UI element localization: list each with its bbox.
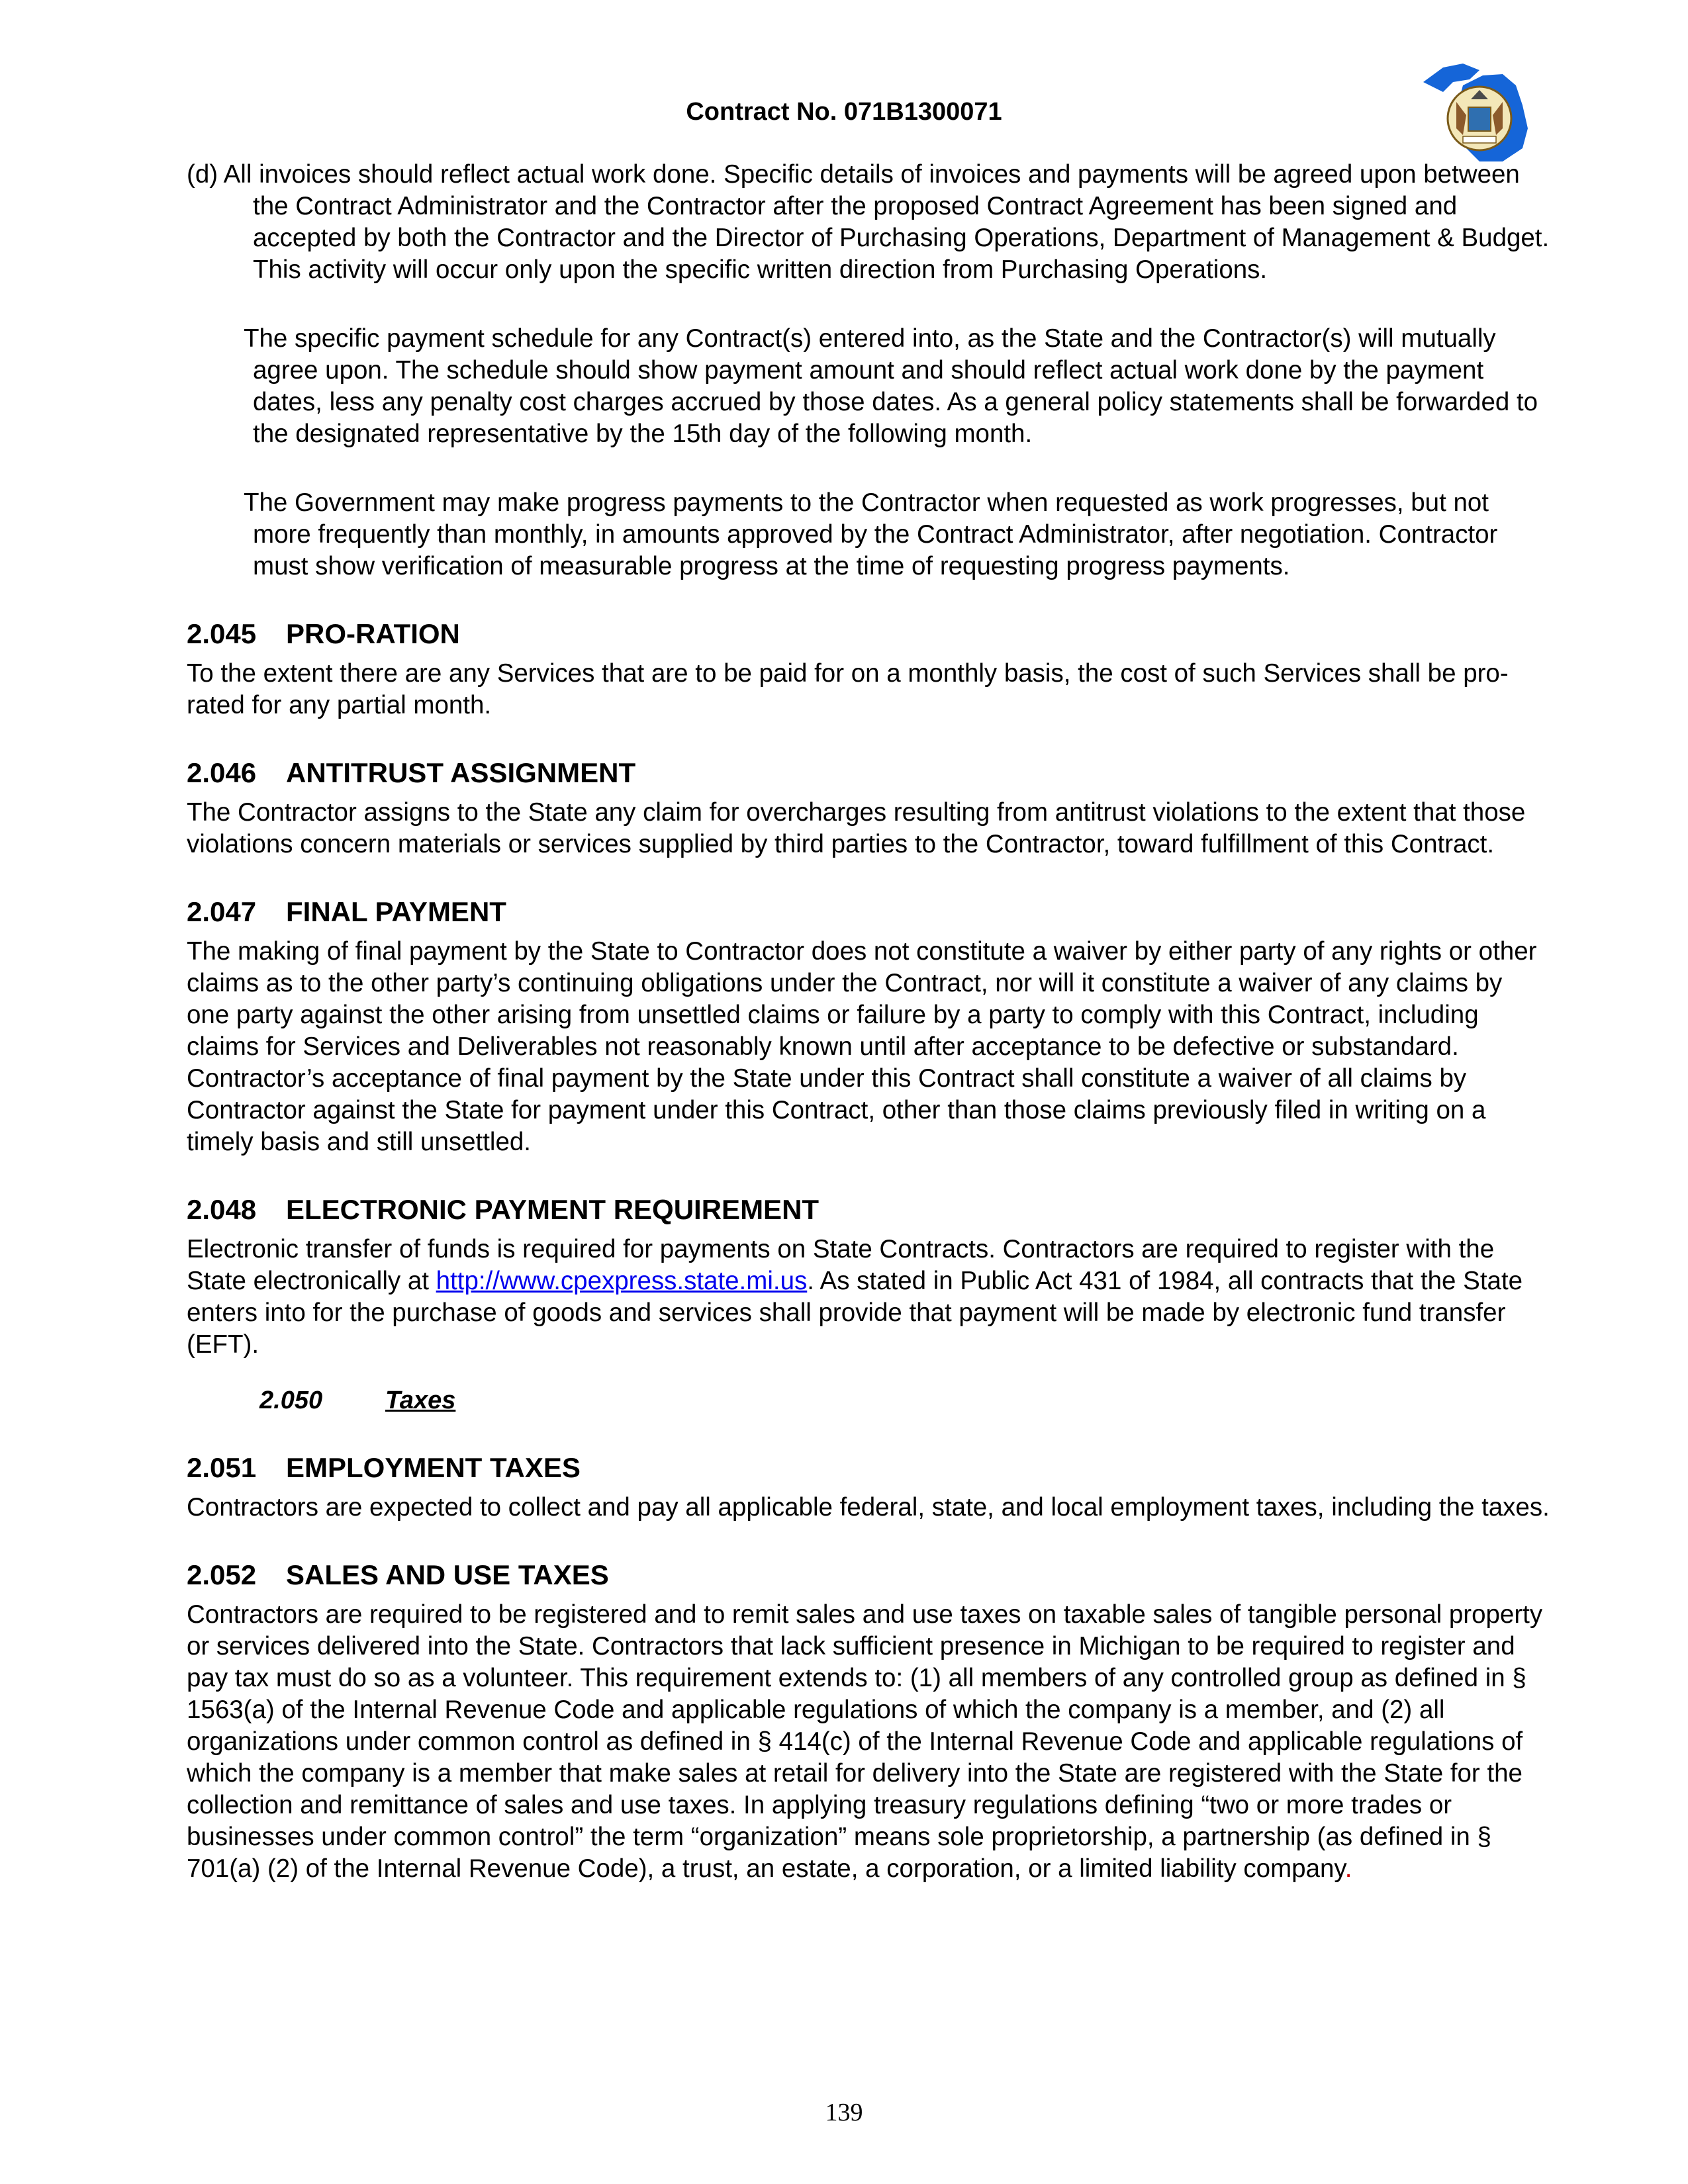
invoice-paragraph: (d) All invoices should reflect actual work done. Specific details of invoices and payments will be agreed upon between the Contract Administrator and the Contractor after the proposed Contract Agreement has been signed and accepted by both the Contractor and the Director of Purchasing Operations, Department of Management & Budget. This activity will occur only upon the specific written direction from Purchasing Operations.: [187, 160, 1550, 284]
subsection-number: 2.050: [259, 1387, 323, 1414]
section-number: 2.051: [187, 1452, 257, 1483]
section-heading-2048: [187, 1193, 1550, 1227]
section-title: SALES AND USE TAXES: [286, 1559, 609, 1590]
section-title: ELECTRONIC PAYMENT REQUIREMENT: [286, 1194, 820, 1225]
section-title: ANTITRUST ASSIGNMENT: [286, 757, 636, 788]
section-body-text: Contractors are required to be registered and to remit sales and use taxes on taxable sales of tangible personal property or services delivered into the State. Contractors that lack sufficient presence in Michigan to be required to register and pay tax must do so as a volunteer. This requirement extends to: (1) all members of any controlled group as defined in § 1563(a) of the Internal Revenue Code and applicable regulations of which the company is a member, and (2) all organizations under common control as defined in § 414(c) of the Internal Revenue Code and applicable regulations of which the company is a member that make sales at retail for delivery into the State are registered with the State for the collection and remittance of sales and use taxes. In applying treasury regulations defining “two or more trades or businesses under common control” the term “organization” means sole proprietorship, a partnership (as defined in § 701(a) (2) of the Internal Revenue Code), a trust, an estate, a corporation, or a limited liability company: [187, 1600, 1543, 1883]
section-heading-2046: [187, 756, 1550, 790]
body-text-before-link: Electronic transfer of funds is required for payments on State Contracts. Contractors are required to register with the State electronically at: [187, 1235, 1495, 1295]
subsection-title: Taxes: [385, 1387, 456, 1414]
cpexpress-link[interactable]: http://www.cpexpress.state.mi.us: [436, 1267, 808, 1295]
section-number: 2.048: [187, 1194, 257, 1225]
end-mark: .: [1344, 1854, 1352, 1883]
section-body-2047: The making of final payment by the State to Contractor does not constitute a waiver by either party of any rights or other claims as to the other party’s continuing obligations under the Contract, nor will it constitute a waiver of any claims by one party against the other arising from unsettled claims or failure by a party to comply with this Contract, including claims for Services and Deliverables not reasonably known until after acceptance to be defective or substandard. Contractor’s acceptance of final payment by the State under this Contract shall constitute a waiver of all claims by Contractor against the State for payment under this Contract, other than those claims previously filed in writing on a timely basis and still unsettled.: [187, 937, 1537, 1156]
body-text-after-link: . As stated in Public Act 431 of 1984, all contracts that the State enters into for the purchase of goods and services shall provide that payment will be made by electronic fund transfer (EFT).: [187, 1267, 1523, 1359]
section-heading-2047: [187, 895, 1550, 929]
section-body-2045: To the extent there are any Services that are to be paid for on a monthly basis, the cost of such Services shall be pro-rated for any partial month.: [187, 659, 1509, 719]
section-number: 2.046: [187, 757, 257, 788]
payment-schedule-paragraph: The specific payment schedule for any Contract(s) entered into, as the State and the Contractor(s) will mutually agree upon. The schedule should show payment amount and should reflect actual work done by the payment dates, less any penalty cost charges accrued by those dates. As a general policy statements shall be forwarded to the designated representative by the 15th day of the following month.: [244, 324, 1538, 448]
section-number: 2.047: [187, 896, 257, 927]
page-number: 139: [825, 2099, 863, 2126]
section-title: PRO-RATION: [286, 618, 460, 649]
section-number: 2.052: [187, 1559, 257, 1590]
subsection-heading-2050: [259, 1385, 1550, 1416]
contract-number-title: Contract No. 071B1300071: [686, 98, 1002, 126]
progress-payments-paragraph: The Government may make progress payments to the Contractor when requested as work progresses, but not more frequently than monthly, in amounts approved by the Contract Administrator, after negotiation. Contractor must show verification of measurable progress at the time of requesting progress payments.: [244, 488, 1498, 580]
section-heading-2052: [187, 1558, 1550, 1592]
section-body-2048: [187, 1234, 1550, 1361]
section-heading-2051: [187, 1451, 1550, 1485]
section-title: EMPLOYMENT TAXES: [286, 1452, 581, 1483]
section-number: 2.045: [187, 618, 257, 649]
section-heading-2045: [187, 617, 1550, 651]
section-body-2051: Contractors are expected to collect and pay all applicable federal, state, and local employment taxes, including the taxes.: [187, 1493, 1550, 1522]
michigan-seal-icon: [1417, 56, 1532, 165]
section-body-2052: [187, 1599, 1550, 1885]
section-title: FINAL PAYMENT: [286, 896, 506, 927]
section-body-2046: The Contractor assigns to the State any claim for overcharges resulting from antitrust violations to the extent that those violations concern materials or services supplied by third parties to the Contractor, toward fulfillment of this Contract.: [187, 798, 1526, 858]
document-body: [187, 159, 1550, 1885]
